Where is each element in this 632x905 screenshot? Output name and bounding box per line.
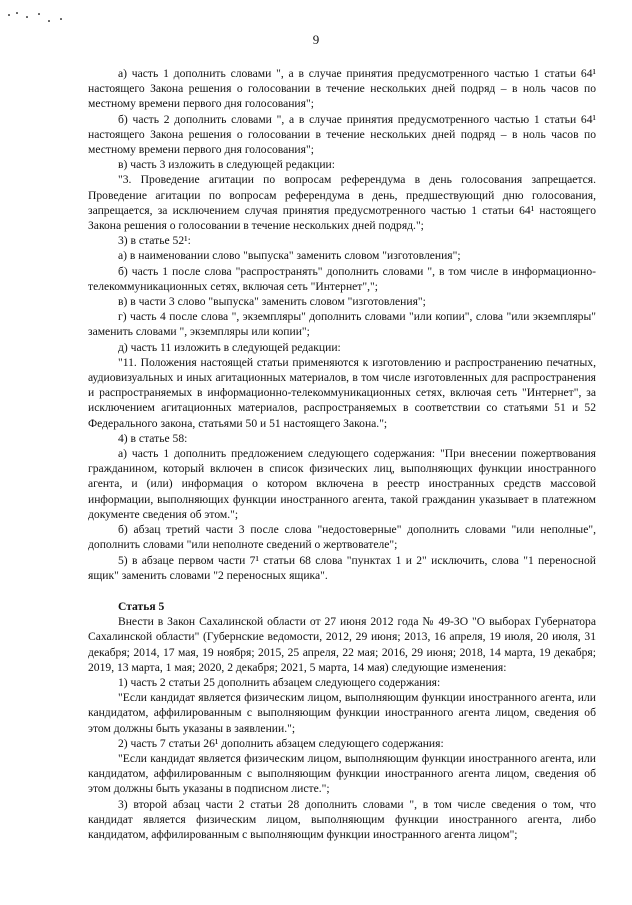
paragraph: а) часть 1 дополнить словами ", а в случае принятия предусмотренного частью 1 статьи 64¹ настоящего Закона решения о голосовании в течение нескольких дней подряд – в ноль часов по местному времени первого дня голосования"; [88, 67, 596, 111]
paragraph: в) в части 3 слово "выпуска" заменить словом "изготовления"; [118, 295, 426, 309]
article-paragraph: 1) часть 2 статьи 25 дополнить абзацем следующего содержания: [118, 675, 441, 689]
paragraph: 4) в статье 58: [118, 431, 188, 445]
article-paragraph: 2) часть 7 статьи 26¹ дополнить абзацем следующего содержания: [118, 736, 444, 750]
paragraph: б) абзац третий части 3 после слова "недостоверные" дополнить словами "или неполные", дополнить словами "или неполноте сведений о жертвователе"; [88, 523, 596, 552]
paragraph: в) часть 3 изложить в следующей редакции: [118, 158, 335, 172]
page-number: 9 [312, 32, 320, 47]
paragraph: "11. Положения настоящей статьи применяются к изготовлению и распространению печатных, аудиовизуальных и иных агитационных материалов, в том числе изготовленных для распространения и распространяемых в информационно-телекоммуникационных сетях, включая сеть "Интернет", за исключением агитационных материалов, распространяемых в соответствии со статьями 51 и 52 Федерального закона, статьями 50 и 51 настоящего Закона."; [88, 355, 596, 430]
paragraph: "3. Проведение агитации по вопросам референдума в день голосования запрещается. Проведение агитации по вопросам референдума в день, предшествующий дню голосования, запрещается, за исключением случая принятия предусмотренного частью 1 статьи 64¹ настоящего Закона решения о голосовании в течение нескольких дней подряд."; [88, 173, 596, 233]
article-paragraph: "Если кандидат является физическим лицом, выполняющим функции иностранного агента, или кандидатом, аффилированным с выполняющим функции иностранного агента лицом, сведения об этом должны быть указаны в подписном листе."; [88, 751, 596, 796]
paragraph: б) часть 2 дополнить словами ", а в случае принятия предусмотренного частью 1 статьи 64¹ настоящего Закона решения о голосовании в течение нескольких дней подряд – в ноль часов по местному времени первого дня голосования"; [88, 112, 596, 157]
article-paragraph: Внести в Закон Сахалинской области от 27 июня 2012 года № 49-ЗО "О выборах Губернатора Сахалинской области" (Губернские ведомости, 2012, 29 июня; 2013, 16 апреля, 19 июля, 20 июля, 31 декабря; 2014, 17 мая, 19 ноября; 2015, 25 апреля, 22 мая; 2016, 29 июня; 2018, 14 марта, 19 декабря; 2019, 13 марта, 1 мая; 2020, 2 декабря; 2021, 5 марта, 14 мая) следующие изменения: [88, 615, 596, 674]
paragraph: г) часть 4 после слова ", экземпляры" дополнить словами "или копии", слова "или экземпляры" заменить словами ", экземпляры или копии"; [88, 310, 596, 339]
article-paragraph: "Если кандидат является физическим лицом, выполняющим функции иностранного агента, или кандидатом, аффилированным с выполняющим функции иностранного агента лицом, сведения об этом должны быть указаны в заявлении."; [88, 691, 596, 735]
paragraph: б) часть 1 после слова "распространять" дополнить словами ", в том числе в информационно-телекоммуникационных сетях, включая сеть "Интернет","; [88, 264, 596, 293]
article-heading: Статья 5 [118, 599, 165, 613]
document-body [88, 66, 596, 842]
paragraph: а) в наименовании слово "выпуска" заменить словом "изготовления"; [118, 249, 461, 263]
article-paragraph: 3) второй абзац части 2 статьи 28 дополнить словами ", в том числе сведения о том, что кандидат является физическим лицом, выполняющим функции иностранного агента, либо кандидатом, аффилированным с выполняющим функции иностранного агента лицом"; [88, 797, 596, 841]
paragraph: 3) в статье 52¹: [118, 234, 191, 248]
paragraph: а) часть 1 дополнить предложением следующего содержания: "При внесении пожертвования гражданином, который включен в список физических лиц, выполняющих функции иностранного агента, и (или) информация о котором включена в реестр иностранных средств массовой информации, выполняющих функции иностранного агента, такой гражданин указывает в платежном документе сведения об этом."; [88, 447, 596, 521]
paragraph: 5) в абзаце первом части 7¹ статьи 68 слова "пунктах 1 и 2" исключить, слова "1 переносной ящик" заменить словами "2 переносных ящика". [88, 553, 596, 582]
paragraph: д) часть 11 изложить в следующей редакции: [118, 340, 341, 354]
